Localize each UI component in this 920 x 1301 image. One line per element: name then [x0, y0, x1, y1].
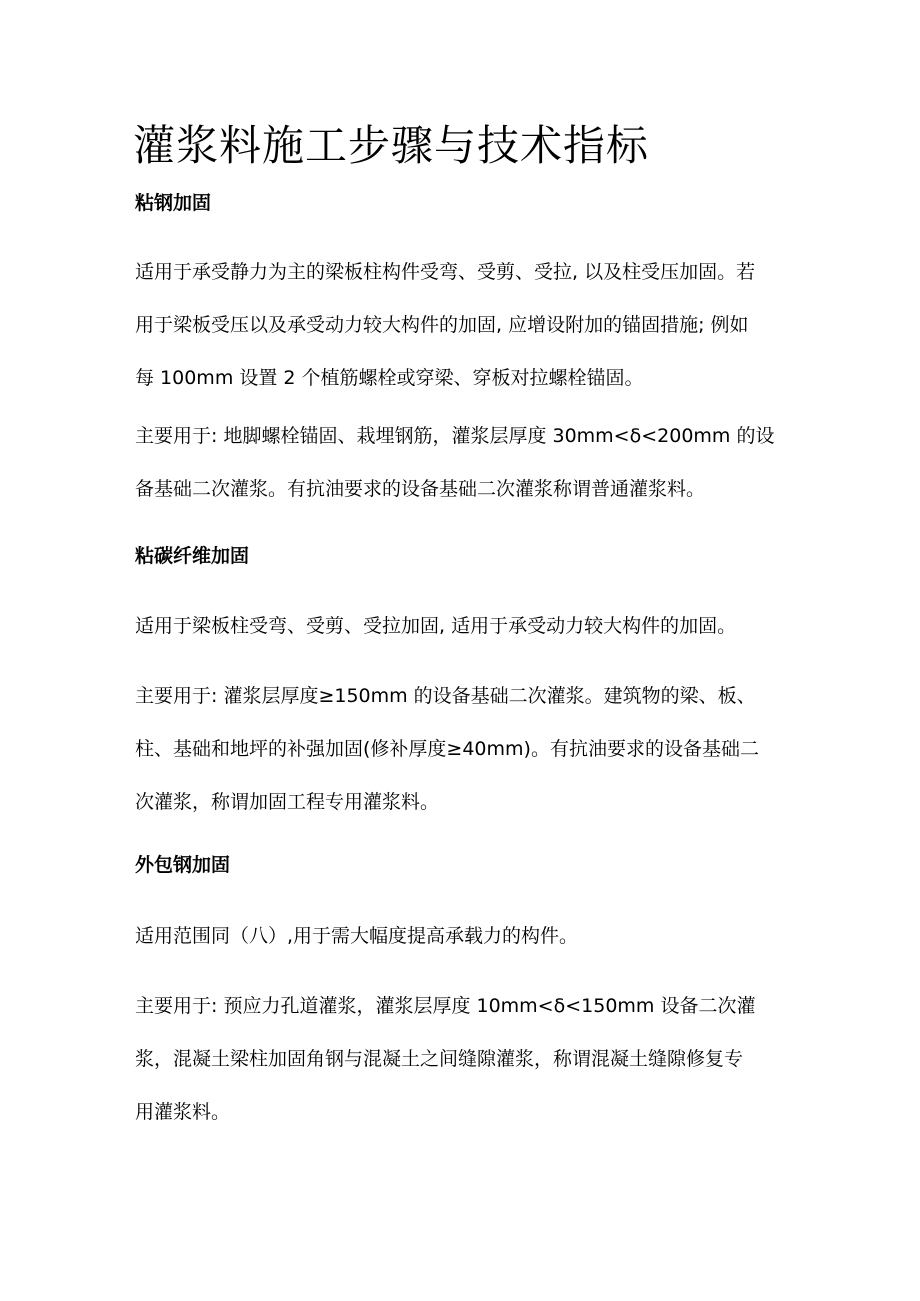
section-steel-encasing-scope-paragraph: [135, 910, 795, 963]
section-steel-bonding-usage-paragraph: [135, 410, 795, 516]
paragraph-line: 主要用于: 灌浆层厚度≥150mm 的设备基础二次灌浆。建筑物的梁、板、: [135, 685, 756, 707]
section-carbon-fiber-usage-paragraph: [135, 670, 795, 829]
paragraph-line: 柱、基础和地坪的补强加固(修补厚度≥40mm)。有抗油要求的设备基础二: [135, 738, 759, 760]
paragraph-line: 适用范围同（八）,用于需大幅度提高承载力的构件。: [135, 925, 579, 947]
paragraph-line: 用灌浆料。: [135, 1101, 231, 1123]
paragraph-line: 用于梁板受压以及承受动力较大构件的加固, 应增设附加的锚固措施; 例如: [135, 314, 749, 336]
paragraph-line: 浆，混凝土梁柱加固角钢与混凝土之间缝隙灌浆，称谓混凝土缝隙修复专: [135, 1048, 744, 1070]
paragraph-line: 次灌浆，称谓加固工程专用灌浆料。: [135, 791, 440, 813]
document-title: 灌浆料施工步骤与技术指标: [133, 121, 650, 170]
paragraph-line: 主要用于: 地脚螺栓锚固、栽埋钢筋，灌浆层厚度 30mm<δ<200mm 的设: [135, 425, 775, 447]
paragraph-line: 每 100mm 设置 2 个植筋螺栓或穿梁、穿板对拉螺栓锚固。: [135, 367, 644, 389]
paragraph-line: 主要用于: 预应力孔道灌浆，灌浆层厚度 10mm<δ<150mm 设备二次灌: [135, 995, 756, 1017]
section-heading-steel-encasing: 外包钢加固: [135, 854, 231, 876]
section-carbon-fiber-scope-paragraph: [135, 600, 795, 653]
section-steel-encasing-usage-paragraph: [135, 980, 795, 1139]
paragraph-line: 适用于梁板柱受弯、受剪、受拉加固, 适用于承受动力较大构件的加固。: [135, 615, 737, 637]
section-heading-carbon-fiber: 粘碳纤维加固: [135, 545, 250, 567]
section-heading-steel-bonding: 粘钢加固: [135, 192, 212, 214]
paragraph-line: 适用于承受静力为主的梁板柱构件受弯、受剪、受拉, 以及柱受压加固。若: [135, 261, 756, 283]
paragraph-line: 备基础二次灌浆。有抗油要求的设备基础二次灌浆称谓普通灌浆料。: [135, 478, 706, 500]
section-steel-bonding-scope-paragraph: [135, 246, 795, 405]
